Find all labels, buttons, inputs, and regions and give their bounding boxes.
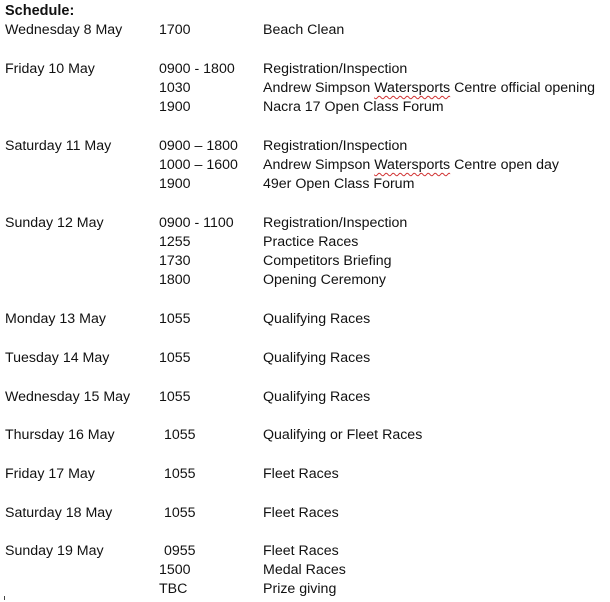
row-time: 0900 - 1100 <box>159 215 234 231</box>
row-day: Friday 17 May <box>5 466 95 482</box>
row-event: Fleet Races <box>263 505 339 521</box>
row-time: 0900 - 1800 <box>159 61 235 77</box>
row-event: Medal Races <box>263 562 346 578</box>
row-event: Fleet Races <box>263 543 339 559</box>
row-event: Registration/Inspection <box>263 61 408 77</box>
row-event: Qualifying Races <box>263 389 371 405</box>
schedule-row <box>0 349 610 368</box>
row-event-text: Andrew Simpson <box>263 157 375 173</box>
schedule-row <box>0 310 610 329</box>
row-day: Sunday 12 May <box>5 215 104 231</box>
schedule-row <box>0 79 610 98</box>
row-event: Beach Clean <box>263 22 345 38</box>
row-time: 1055 <box>159 389 191 405</box>
row-event: Practice Races <box>263 234 359 250</box>
row-day: Sunday 19 May <box>5 543 104 559</box>
row-time: 1055 <box>164 505 196 521</box>
row-day: Wednesday 15 May <box>5 389 131 405</box>
schedule-row <box>0 388 610 407</box>
row-day: Saturday 11 May <box>5 138 112 154</box>
row-day: Thursday 16 May <box>5 427 115 443</box>
schedule-row <box>0 504 610 523</box>
schedule-row <box>0 465 610 484</box>
text-cursor <box>4 596 5 600</box>
row-event-text: Andrew Simpson <box>263 80 375 96</box>
schedule-row <box>0 561 610 580</box>
schedule-row <box>0 137 610 156</box>
row-event: 49er Open Class Forum <box>263 176 415 192</box>
row-event <box>263 79 595 98</box>
schedule-row <box>0 233 610 252</box>
schedule-row <box>0 580 610 599</box>
row-day: Friday 10 May <box>5 61 95 77</box>
schedule-row <box>0 175 610 194</box>
row-time: 1055 <box>159 350 191 366</box>
row-time: 1500 <box>159 562 191 578</box>
schedule-row <box>0 156 610 175</box>
row-time: 0900 – 1800 <box>159 138 238 154</box>
row-day: Monday 13 May <box>5 311 106 327</box>
row-time: 1255 <box>159 234 191 250</box>
row-time: 1055 <box>164 466 196 482</box>
row-time: 1900 <box>159 99 191 115</box>
row-day: Saturday 18 May <box>5 505 113 521</box>
row-event: Registration/Inspection <box>263 138 408 154</box>
row-time: 1730 <box>159 253 191 269</box>
row-event-text: Centre official opening <box>450 80 596 96</box>
row-time: 1055 <box>159 311 191 327</box>
row-day: Wednesday 8 May <box>5 22 123 38</box>
row-event: Competitors Briefing <box>263 253 392 269</box>
row-time: 1700 <box>159 22 191 38</box>
spelling-flagged-word[interactable]: Watersports <box>374 157 451 173</box>
schedule-row <box>0 271 610 290</box>
row-event: Qualifying Races <box>263 311 371 327</box>
schedule-row <box>0 252 610 271</box>
row-time: 0955 <box>164 543 196 559</box>
row-event-text: Centre open day <box>450 157 559 173</box>
row-day: Tuesday 14 May <box>5 350 110 366</box>
schedule-heading: Schedule: <box>5 3 75 19</box>
row-time: TBC <box>159 581 188 597</box>
row-event <box>263 156 559 175</box>
schedule-row <box>0 214 610 233</box>
row-time: 1000 – 1600 <box>159 157 238 173</box>
schedule-row <box>0 21 610 40</box>
row-event: Opening Ceremony <box>263 272 387 288</box>
row-event: Fleet Races <box>263 466 339 482</box>
row-time: 1900 <box>159 176 191 192</box>
row-event: Registration/Inspection <box>263 215 408 231</box>
row-event: Qualifying Races <box>263 350 371 366</box>
schedule-row <box>0 426 610 445</box>
spelling-flagged-word[interactable]: Watersports <box>374 80 451 96</box>
row-time: 1055 <box>164 427 196 443</box>
row-event: Prize giving <box>263 581 337 597</box>
schedule-row <box>0 98 610 117</box>
schedule-row <box>0 542 610 561</box>
row-event: Nacra 17 Open Class Forum <box>263 99 444 115</box>
row-time: 1030 <box>159 80 191 96</box>
schedule-row <box>0 60 610 79</box>
row-event: Qualifying or Fleet Races <box>263 427 423 443</box>
row-time: 1800 <box>159 272 191 288</box>
